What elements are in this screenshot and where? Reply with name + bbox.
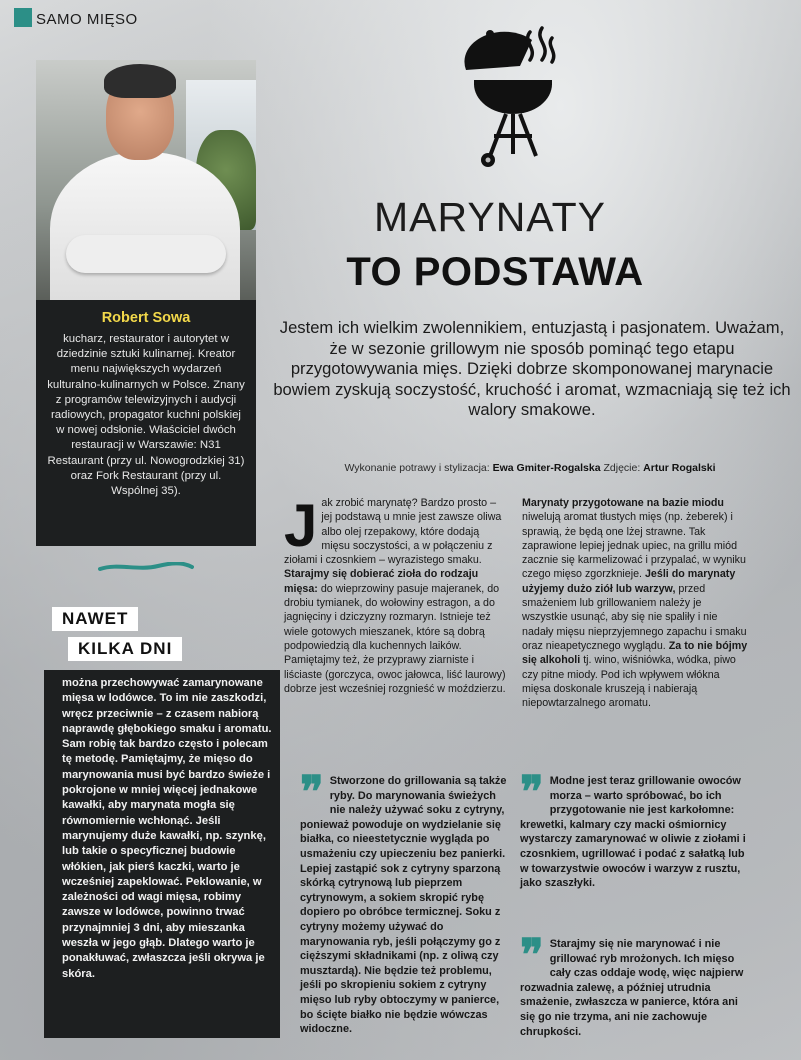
body-col2-text-1: niwelują aromat tłustych mięs (np. żeberek) i sprawią, że będą one lżej strawne. Tak zaprawione lepiej jednak upiec, na grillu miód zacznie się karmelizować i przypalać, w wyniku czego mięso zgorzknieje. [522,511,746,581]
body-col2-bold-2: Jeśli do marynaty użyjemy dużo ziół lub warzyw, [522,568,736,595]
quote-mark-icon: ❞ [300,767,324,818]
quote-mark-icon: ❞ [520,930,544,981]
credit-prep-label: Wykonanie potrawy i stylizacja: [344,462,490,474]
quote-mark-icon: ❞ [520,767,544,818]
section-label [14,8,138,28]
credit-prep-name: Ewa Gmiter-Rogalska [492,462,601,474]
boxout-title-line-1: NAWET [52,607,138,631]
credit-photo-name: Artur Rogalski [643,462,716,474]
section-color-bar [14,8,32,27]
tip-frozen-fish-text: Starajmy się nie marynować i nie grillować ryb mrożonych. Ich mięso cały czas oddaje wodę, więc najpierw rozwadnia zalewę, a później utrudnia smażenie, zwłaszcza w panierce, która ani się go nie trzyma, ani nie zachowuje chrupkości. [520,938,744,1038]
tip-fish-text: Stworzone do grillowania są także ryby. Do marynowania świeżych nie należy używać soku z cytryny, ponieważ powoduje on wydzielanie się białka, co nieestetycznie wygląda po usmażeniu czy upieczeniu bez panierki. Lepiej zastąpić sok z cytryny sparzoną skórką cytrynową lub pieprzem cytrynowym, a sokiem skropić rybę dopiero po obróbce termicznej. Soku z cytryny możemy używać do marynowania ryb, jeśli połączymy go z cięższymi składnikami (np. z oliwą czy musztardą). Nie będzie też problemu, jeśli po skropieniu sokiem z cytryny mięso lub ryby obtoczymy w panierce, bo ścięte białko nie będzie wówczas widoczne. [300,775,507,1036]
lead-paragraph: Jestem ich wielkim zwolennikiem, entuzjastą i pasjonatem. Uważam, że w sezonie grillowym nie sposób pominąć tego etapu przygotowywania mięs. Dzięki dobrze skomponowanej marynacie bowiem zyskują soczystość, kruchość i aromat, wzmacniają się też ich walory smakowe. [273,318,791,419]
drop-cap: J [284,492,318,559]
tip-frozen-fish [520,930,750,1039]
body-col2-bold-3: Za to nie bójmy się alkoholi [522,639,748,667]
decorative-squiggle-icon [98,562,194,572]
body-col1-bold: Starajmy się dobierać zioła do rodzaju mięsa: [284,568,479,595]
author-bio: kucharz, restaurator i autorytet w dziedzinie sztuki kulinarnej. Kreator menu największych wydarzeń kulturalno-kulinarnych w Polsce. Znany z programów telewizyjnych i audycji radiowych, propagator kuchni polskiej w nowej odsłonie. Właściciel dwóch restauracji w Warszawie: N31 Restaurant (przy ul. Nowogrodzkiej 31) oraz Fork Restaurant (przy ul. Wspólnej 35). [47,333,245,498]
author-sidebar [36,60,256,546]
tip-fish [300,767,510,1037]
boxout-text: można przechowywać zamarynowane mięsa w lodówce. To im nie zaszkodzi, wręcz przeciwnie – z czasem nabiorą naprawdę głębokiego smaku i aromatu. Sam robię tak bardzo często i polecam tę metodę. Pamiętajmy, że mięso do marynowania musi być bardzo świeże i pokrojone w mniej więcej jednakowe kawałki, aby marynata mogła się równomiernie wchłonąć. Jeśli marynujemy duże kawałki, np. szynkę, lub takie o specyficznej budowie włókien, jak pierś kaczki, warto je wcześniej zapeklować. Peklowanie, w zależności od wagi mięsa, robimy zawsze w lodówce, powinno trwać przynajmniej 3 dni, aby mieszanka weszła w jego głąb. Dlatego warto je ponakłuwać, zwłaszcza jeśli okrywa je skóra. [44,670,280,1038]
section-name: SAMO MIĘSO [36,11,138,28]
headline-line-2: TO PODSTAWA [346,250,644,294]
body-col1-intro: ak zrobić marynatę? Bardzo prosto – jej podstawą u mnie jest zawsze oliwa albo olej rzepakowy, które dodają mięsu soczystości, a w połączeniu z ziołami i czosnkiem – wyrazistego smaku. [284,497,502,567]
body-column-1 [284,492,508,696]
body-col2-text-2: przed smażeniem lub grillowaniem należy je wszystkie usunąć, aby się nie spaliły i nie nadały mięsu nieprzyjemnego zapachu i smaku oraz nieapetycznego wyglądu. [522,582,747,652]
body-col2-text-3: tj. wino, wiśniówka, wódka, piwo czy pitne miody. Pod ich wpływem włókna mięsa doskonale kruszeją i nabierają niepowtarzalnego aromatu. [522,654,736,710]
chef-portrait-photo [36,60,256,300]
tip-seafood [520,767,750,891]
body-col2-bold-1: Marynaty przygotowane na bazie miodu [522,497,724,509]
author-name: Robert Sowa [101,310,191,326]
body-column-2 [522,496,750,710]
boxout-title-line-2: KILKA DNI [68,637,182,661]
credits [270,462,790,474]
headline-line-1: MARYNATY [373,194,607,240]
credit-photo-label: Zdjęcie: [603,462,641,474]
body-col1-rest: do wieprzowiny pasuje majeranek, do drobiu tymianek, do wołowiny estragon, a do jagnięciny i dziczyzny rozmaryn. Istnieje też wiele gotowych mieszanek, które są dobrą podpowiedzią dla kuchennych laików. Pamiętajmy też, że przyprawy ziarniste i liściaste (gorczyca, owoc jałowca, liść laurowy) dobrze jest wcześniej rozgnieść w moździerzu. [284,582,506,695]
grill-icon [460,26,560,174]
tip-seafood-text: Modne jest teraz grillowanie owoców morza – warto spróbować, bo ich przygotowanie nie jest karkołomne: krewetki, kalmary czy macki ośmiornicy wystarczy zamarynować w oliwie z ziołami i czosnkiem, ugrillować i podać z sałatką lub w towarzystwie owoców i warzyw z rusztu, jako szaszłyki. [520,775,746,890]
